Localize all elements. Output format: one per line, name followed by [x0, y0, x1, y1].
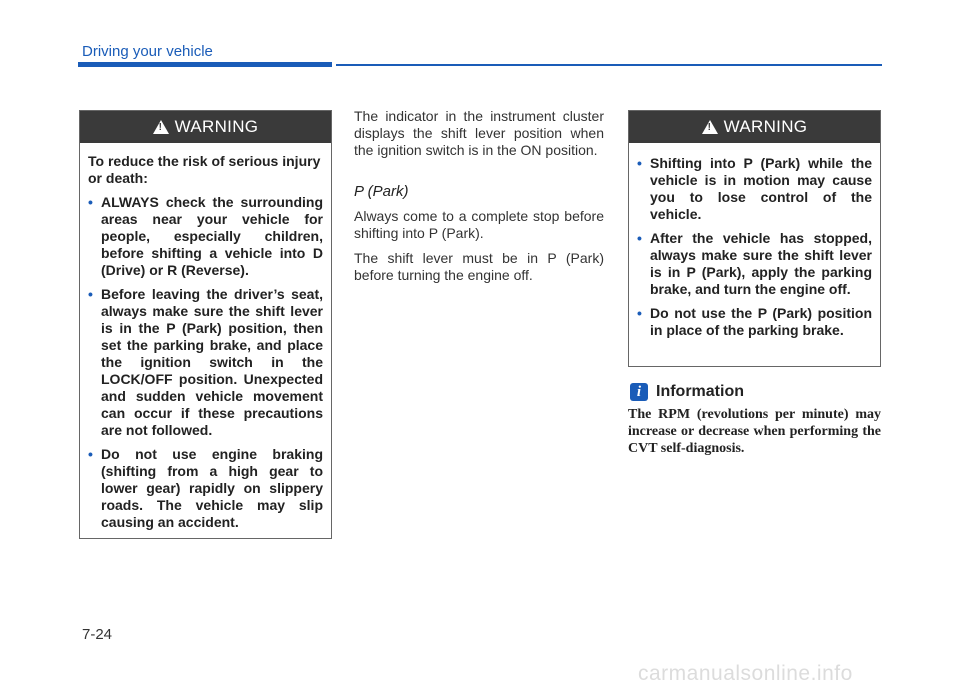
body-paragraph: The indicator in the instrument cluster displays the shift lever position when the ignition switch is in the ON position.	[354, 108, 604, 158]
warning-header	[80, 111, 331, 143]
page-number: 7-24	[82, 626, 113, 643]
warning-item: • ALWAYS check the surrounding areas near your vehicle for people, especially children, before shifting a vehicle into D (Drive) or R (Reverse).	[88, 194, 323, 279]
warning-box-left	[79, 110, 332, 539]
body-paragraph: The shift lever must be in P (Park) before turning the engine off.	[354, 250, 604, 283]
info-icon: i	[630, 383, 648, 401]
warning-item: • Do not use the P (Park) position in place of the parking brake.	[637, 305, 872, 339]
warning-header	[629, 111, 880, 143]
warning-icon	[153, 120, 169, 134]
watermark: carmanualsonline.info	[638, 662, 853, 685]
section-title: Driving your vehicle	[82, 43, 213, 60]
body-paragraph: Always come to a complete stop before shifting into P (Park).	[354, 208, 604, 241]
warning-box-right	[628, 110, 881, 367]
body-text-column	[354, 108, 604, 292]
warning-icon	[702, 120, 718, 134]
information-text: The RPM (revolutions per minute) may increase or decrease when performing the CVT self-diagnosis.	[628, 407, 881, 456]
information-header	[630, 383, 744, 401]
warning-item: • After the vehicle has stopped, always make sure the shift lever is in P (Park), apply the parking brake, and turn the engine off.	[637, 230, 872, 298]
information-title: Information	[656, 383, 744, 400]
warning-item: • Shifting into P (Park) while the vehicle is in motion may cause you to lose control of the vehicle.	[637, 155, 872, 223]
warning-intro: To reduce the risk of serious injury or death:	[88, 153, 321, 186]
header-rule-thick	[78, 62, 332, 67]
warning-item: • Before leaving the driver’s seat, always make sure the shift lever is in the P (Park) position, then set the parking brake, and place the ignition switch in the LOCK/OFF position. Unexpected and sudden vehicle movement can occur if these precautions are not followed.	[88, 286, 323, 439]
warning-title: WARNING	[723, 117, 808, 136]
subheading-park: P (Park)	[354, 183, 409, 200]
header-rule-thin	[336, 64, 882, 66]
warning-title: WARNING	[174, 117, 259, 136]
warning-item: • Do not use engine braking (shifting from a high gear to lower gear) rapidly on slippery roads. The vehicle may slip causing an accident.	[88, 446, 323, 531]
